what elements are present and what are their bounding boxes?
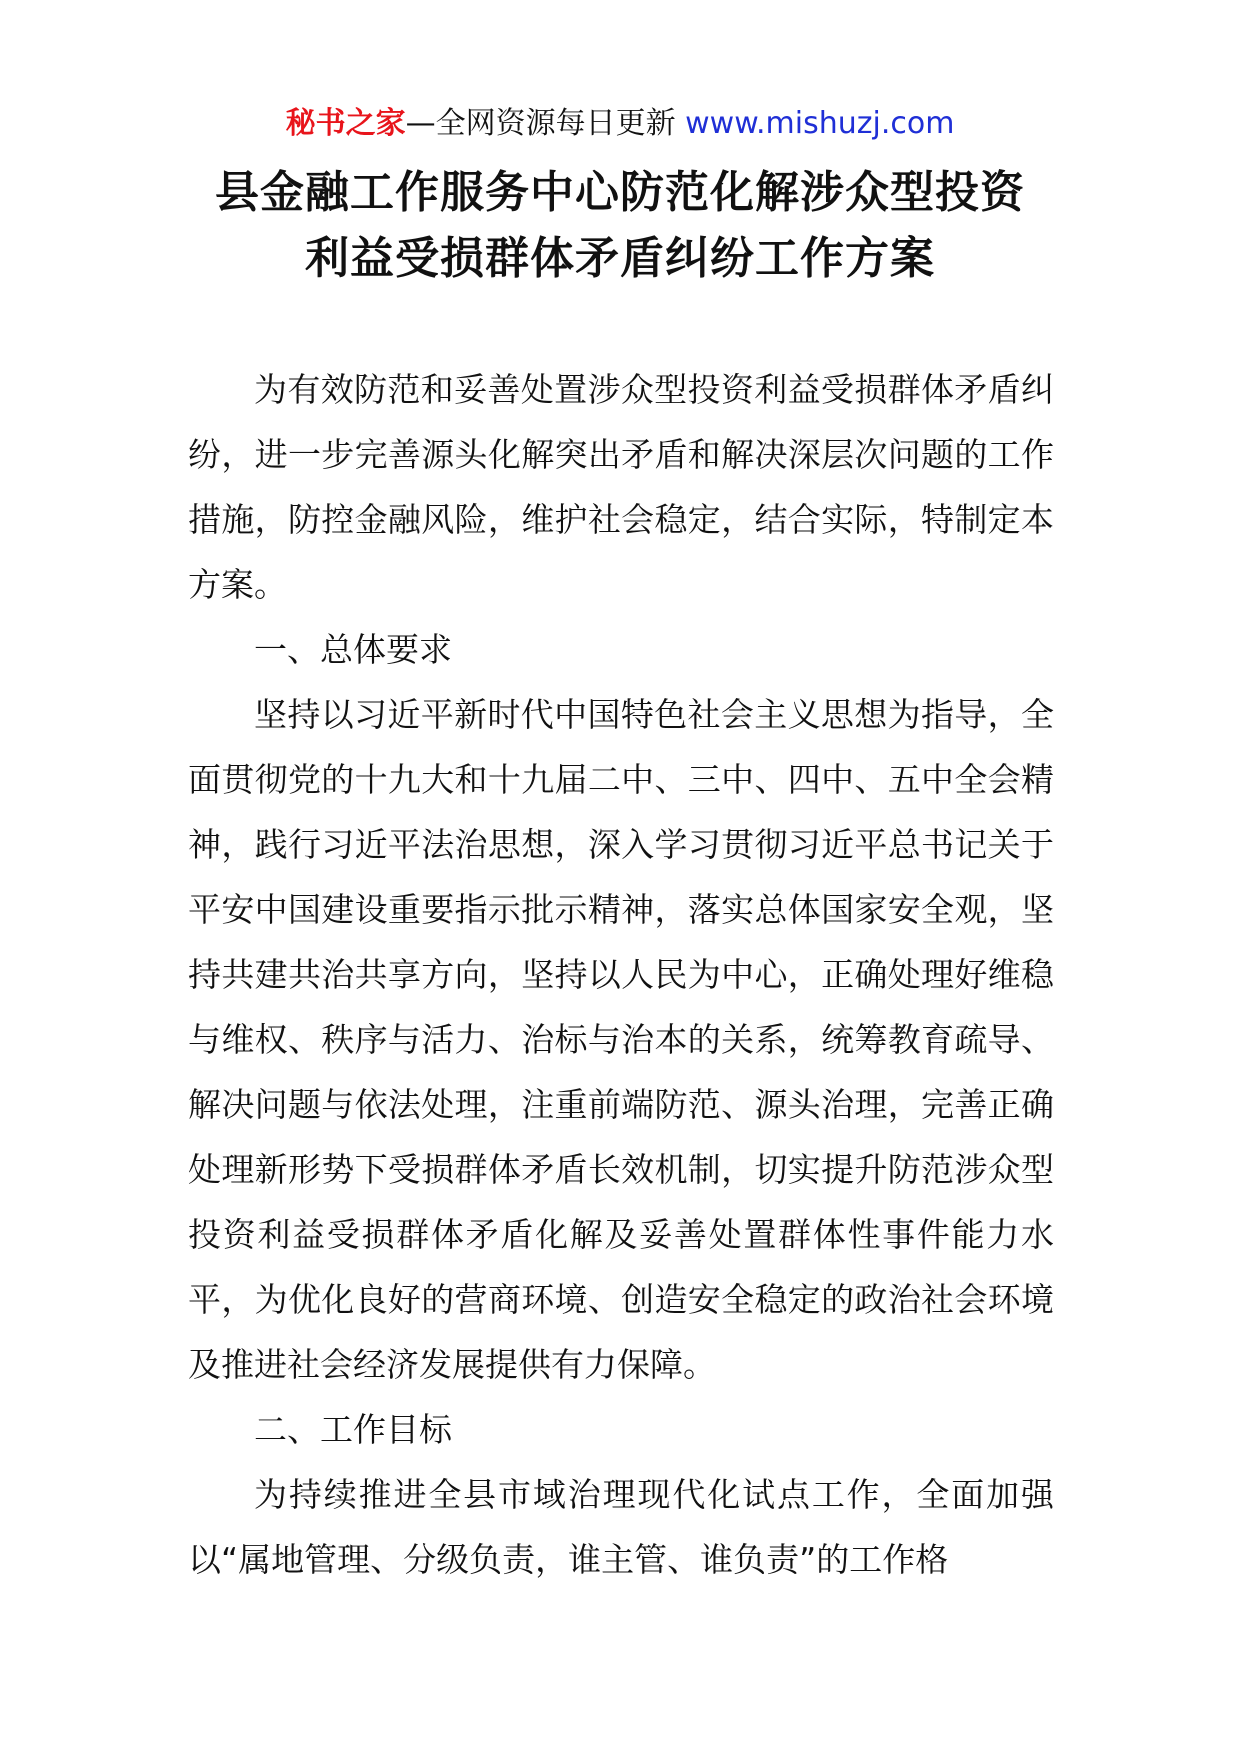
brand-name: 秘书之家	[285, 106, 406, 141]
document-body	[188, 357, 1054, 1592]
site-header	[0, 102, 1240, 146]
section-heading-1: 一、总体要求	[254, 630, 452, 669]
title-line-1: 县金融工作服务中心防范化解涉众型投资	[215, 167, 1025, 218]
intro-paragraph: 为有效防范和妥善处置涉众型投资利益受损群体矛盾纠纷，进一步完善源头化解突出矛盾和解决深层次问题的工作措施，防控金融风险，维护社会稳定，结合实际，特制定本方案。	[188, 370, 1054, 604]
section-paragraph-1: 坚持以习近平新时代中国特色社会主义思想为指导，全面贯彻党的十九大和十九届二中、三中、四中、五中全会精神，践行习近平法治思想，深入学习贯彻习近平总书记关于平安中国建设重要指示批示精神，落实总体国家安全观，坚持共建共治共享方向，坚持以人民为中心，正确处理好维稳与维权、秩序与活力、治标与治本的关系，统筹教育疏导、解决问题与依法处理，注重前端防范、源头治理，完善正确处理新形势下受损群体矛盾长效机制，切实提升防范涉众型投资利益受损群体矛盾化解及妥善处置群体性事件能力水平，为优化良好的营商环境、创造安全稳定的政治社会环境及推进社会经济发展提供有力保障。	[188, 695, 1054, 1384]
document-title	[0, 160, 1240, 292]
header-tagline: —全网资源每日更新	[405, 106, 676, 141]
section-paragraph-2: 为持续推进全县市域治理现代化试点工作，全面加强以“属地管理、分级负责，谁主管、谁负责”的工作格	[188, 1475, 1054, 1579]
site-url[interactable]: www.mishuzj.com	[685, 106, 955, 141]
title-line-2: 利益受损群体矛盾纠纷工作方案	[305, 233, 935, 284]
section-heading-2: 二、工作目标	[254, 1410, 452, 1449]
